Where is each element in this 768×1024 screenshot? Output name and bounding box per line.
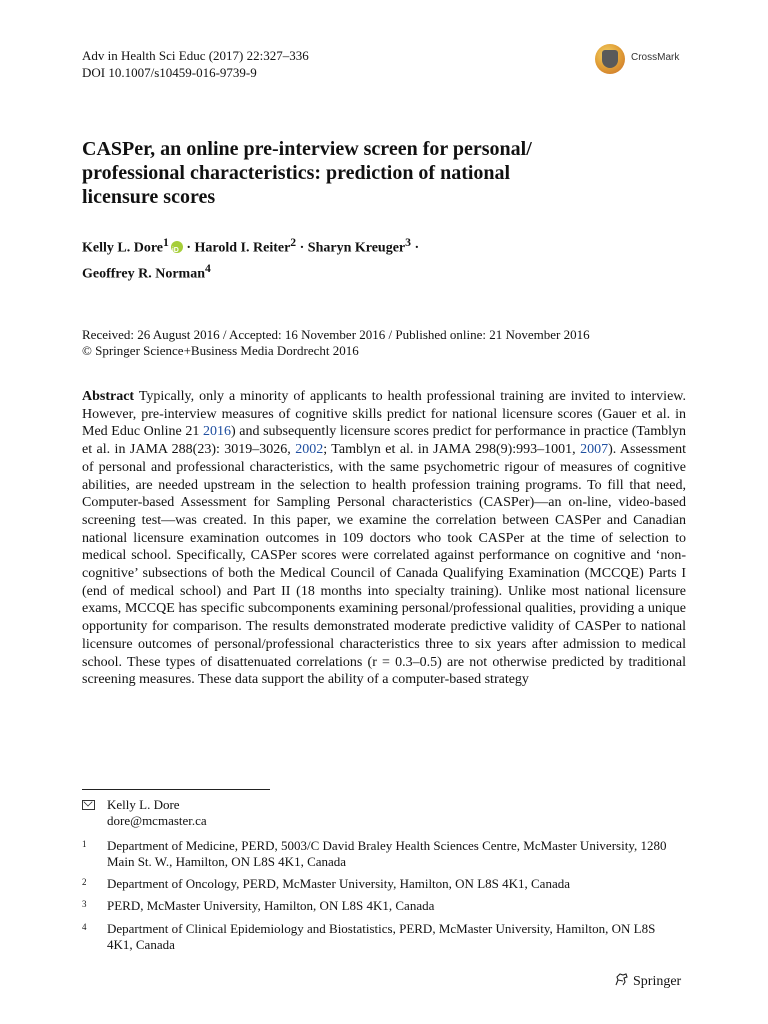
envelope-icon [82, 800, 95, 810]
springer-horse-icon [614, 973, 629, 986]
citation-link[interactable]: 2016 [203, 424, 231, 440]
publisher-logo [614, 973, 681, 990]
affiliation-number: 4 [82, 922, 87, 932]
title-line: licensure scores [82, 186, 216, 208]
author-affil-sup: 2 [290, 236, 297, 249]
footnote-divider [82, 789, 270, 790]
abstract-text: ) and subsequently licensure scores predict for performance in practice (Tamblyn et al. in JAMA 288(23): 3019–3026, [82, 424, 686, 458]
crossmark-icon [595, 44, 625, 74]
affiliation-text: Department of Oncology, PERD, McMaster University, Hamilton, ON L8S 4K1, Canada [107, 876, 570, 891]
abstract [82, 388, 686, 689]
author-list: Kelly L. Dore$^1$iD · Harold I. Reiter$^2$ · Sharyn Kreuger$^3$ · Geoffrey R. Norman$^4$ [82, 233, 642, 284]
affiliation-text: Department of Medicine, PERD, 5003/C David Braley Health Sciences Centre, McMaster University, 1280 Main St. W., Hamilton, ON L8S 4K1, Canada [107, 838, 667, 869]
abstract-text: ; Tamblyn et al. in JAMA 298(9):993–1001, [323, 442, 581, 458]
citation-link[interactable]: 2007 [580, 442, 609, 458]
abstract-label: Abstract [82, 389, 135, 404]
title-line: CASPer, an online pre-interview screen for personal/ [82, 138, 532, 160]
affiliation-number: 3 [82, 899, 87, 909]
publication-dates [82, 327, 590, 359]
citation-link[interactable]: 2002 [295, 442, 324, 458]
author-name[interactable]: Geoffrey R. Norman [82, 266, 205, 282]
author-affil-sup: 1 [163, 236, 169, 249]
orcid-icon[interactable] [171, 241, 183, 253]
article-title [82, 137, 642, 209]
author-affil-sup: 4 [205, 261, 211, 275]
author-name[interactable]: Kelly L. Dore [82, 240, 164, 256]
doi: DOI 10.1007/s10459-016-9739-9 [82, 65, 257, 80]
affiliation-number: 2 [82, 877, 87, 887]
author-name[interactable]: Sharyn Kreuger [307, 240, 406, 256]
title-line: professional characteristics: prediction of national [82, 162, 511, 184]
affiliation-text: PERD, McMaster University, Hamilton, ON L8S 4K1, Canada [107, 898, 435, 913]
crossmark-label: CrossMark [631, 52, 680, 63]
journal-citation: Adv in Health Sci Educ (2017) 22:327–336 [82, 48, 309, 63]
crossmark-badge[interactable] [595, 44, 695, 74]
affiliation-text: Department of Clinical Epidemiology and Biostatistics, PERD, McMaster University, Hamilton, ON L8S 4K1, Canada [107, 921, 656, 952]
contact-email[interactable]: dore@mcmaster.ca [107, 813, 207, 828]
abstract-text: Typically, only a minority of applicants to health professional training are invited to interview. However, pre-interview measures of cognitive skills predict for national licensure scores (Gauer et al. in Med Educ Online 21 [82, 389, 686, 440]
affiliation-number: 1 [82, 839, 87, 849]
publisher-name: Springer [633, 974, 682, 989]
copyright: © Springer Science+Business Media Dordrecht 2016 [82, 343, 359, 358]
contact-name: Kelly L. Dore [107, 797, 180, 812]
history-dates: Received: 26 August 2016 / Accepted: 16 November 2016 / Published online: 21 November 2016 [82, 327, 590, 342]
journal-header [82, 47, 309, 81]
author-affil-sup: 3 [405, 236, 411, 249]
author-name[interactable]: Harold I. Reiter [194, 240, 291, 256]
abstract-text: ). Assessment of personal and professional characteristics, with the same psychometric rigour of measures of cognitive abilities, are needed upstream in the selection to health profession training programs. To fill that need, Computer-based Assessment for Sampling Personal characteristics (CASPer)—an on-line, video-based screening test—was created. In this paper, we examine the correlation between CASPer and Canadian national licensure examination outcomes in 109 doctors who took CASPer at the time of selection to medical school. Specifically, CASPer scores were correlated against performance on cognitive and ‘non-cognitive’ subsections of both the Medical Council of Canada Qualifying Examination (MCCQE) Parts I (end of medical school) and Part II (18 months into specialty training). Unlike most national licensure exams, MCCQE has specific subcomponents examining personal/professional qualities, providing a unique opportunity for comparison. The results demonstrated moderate predictive validity of CASPer to national licensure outcomes of personal/professional characteristics three to six years after admission to medical school. These types of disattenuated correlations (r = 0.3–0.5) are not otherwise predicted by traditional screening measures. These data support the ability of a computer-based strategy [82, 442, 687, 688]
